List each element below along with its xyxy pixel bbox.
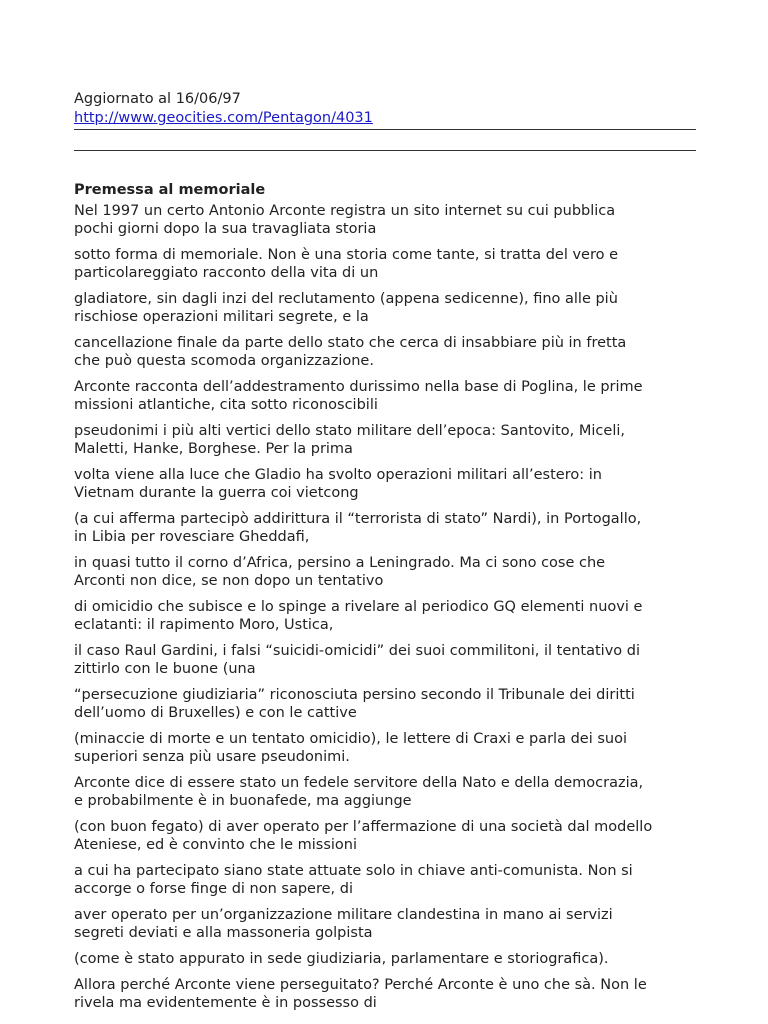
document-page	[74, 90, 696, 1020]
paragraph: a cui ha partecipato siano state attuate solo in chiave anti-comunista. Non si accorge o forse finge di non sapere, di	[74, 863, 633, 897]
paragraph: sotto forma di memoriale. Non è una storia come tante, si tratta del vero e particolareggiato racconto della vita di un	[74, 247, 619, 281]
paragraph: Arconte racconta dell’addestramento durissimo nella base di Poglina, le prime missioni atlantiche, cita sotto riconoscibili	[74, 379, 643, 413]
paragraph: pseudonimi i più alti vertici dello stato militare dell’epoca: Santovito, Miceli, Maletti, Hanke, Borghese. Per la prima	[74, 423, 625, 457]
paragraph: Arconte dice di essere stato un fedele servitore della Nato e della democrazia, e probabilmente è in buonafede, ma aggiunge	[74, 775, 644, 809]
paragraph: (a cui afferma partecipò addirittura il “terrorista di stato” Nardi), in Portogallo, in Libia per rovesciare Gheddafi,	[74, 511, 642, 545]
divider-top	[74, 129, 696, 130]
paragraph: di omicidio che subisce e lo spinge a rivelare al periodico GQ elementi nuovi e eclatanti: il rapimento Moro, Ustica,	[74, 599, 643, 633]
paragraph: gladiatore, sin dagli inzi del reclutamento (appena sedicenne), fino alle più rischiose operazioni militari segrete, e la	[74, 291, 618, 325]
paragraph: in quasi tutto il corno d’Africa, persino a Leningrado. Ma ci sono cose che Arconti non dice, se non dopo un tentativo	[74, 555, 606, 589]
url-line	[74, 109, 696, 128]
paragraph: Allora perché Arconte viene perseguitato? Perché Arconte è uno che sà. Non le rivela ma evidentemente è in possesso di	[74, 977, 647, 1011]
paragraph: “persecuzione giudiziaria” riconosciuta persino secondo il Tribunale dei diritti dell’uomo di Bruxelles) e con le cattive	[74, 687, 635, 721]
body-text	[74, 202, 696, 1012]
paragraph: (come è stato appurato in sede giudiziaria, parlamentare e storiografica).	[74, 951, 609, 967]
section-title: Premessa al memoriale	[74, 182, 266, 198]
paragraph: aver operato per un’organizzazione militare clandestina in mano ai servizi segreti deviati e alla massoneria golpista	[74, 907, 613, 941]
paragraph: (minaccie di morte e un tentato omicidio), le lettere di Craxi e parla dei suoi superiori senza più usare pseudonimi.	[74, 731, 627, 765]
paragraph: (con buon fegato) di aver operato per l’affermazione di una società dal modello Ateniese, ed è convinto che le missioni	[74, 819, 653, 853]
paragraph: il caso Raul Gardini, i falsi “suicidi-omicidi” dei suoi commilitoni, il tentativo di zittirlo con le buone (una	[74, 643, 641, 677]
update-date: Aggiornato al 16/06/97	[74, 91, 241, 107]
geocities-link[interactable]: http://www.geocities.com/Pentagon/4031	[74, 110, 373, 126]
paragraph: cancellazione finale da parte dello stato che cerca di insabbiare più in fretta che può questa scomoda organizzazione.	[74, 335, 627, 369]
paragraph: Nel 1997 un certo Antonio Arconte registra un sito internet su cui pubblica pochi giorni dopo la sua travagliata storia	[74, 203, 616, 237]
divider-bottom	[74, 150, 696, 151]
paragraph: volta viene alla luce che Gladio ha svolto operazioni militari all’estero: in Vietnam durante la guerra coi vietcong	[74, 467, 602, 501]
